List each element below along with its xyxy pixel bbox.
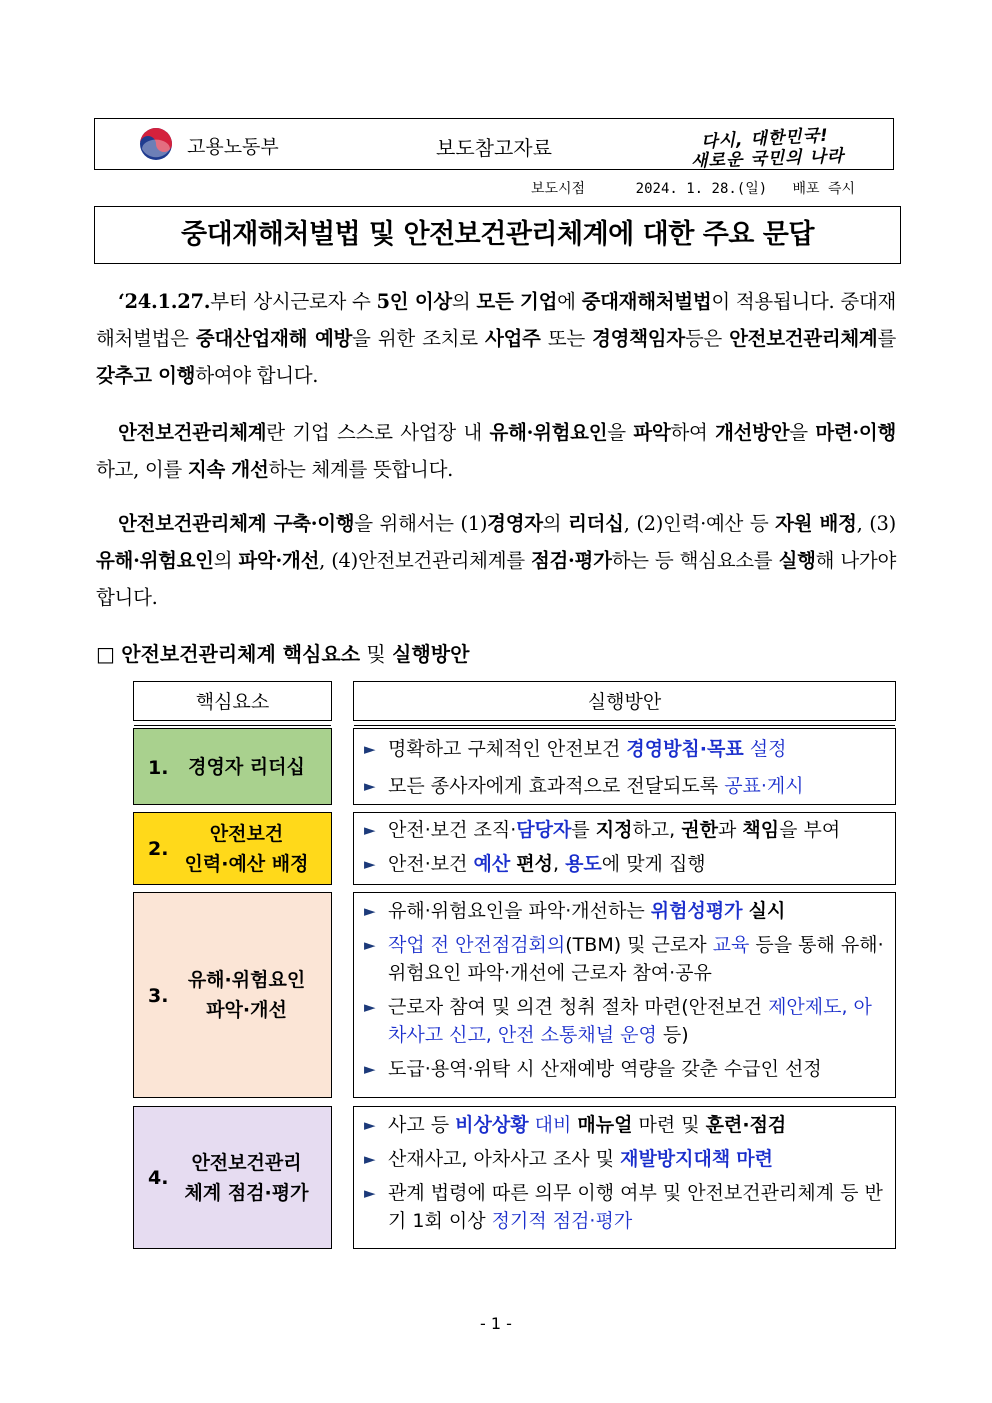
core-element-number: 2. <box>148 838 169 860</box>
item-text: 설정 <box>743 738 787 760</box>
paragraph-text: 갖추고 이행 <box>96 364 196 387</box>
item-text: 책임 <box>742 819 780 841</box>
core-element-3 <box>133 892 332 1098</box>
paragraph-text: 하여야 합니다. <box>195 364 319 387</box>
item-text: 명확하고 구체적인 안전보건 <box>388 738 627 760</box>
paragraph-text: 파악 <box>633 421 671 444</box>
core-element-label: 경영자 리더십 <box>188 755 305 778</box>
paragraph-text: 의 <box>451 290 477 313</box>
triangle-bullet-icon: ► <box>364 855 376 873</box>
item-text: 작업 전 안전점검회의 <box>388 934 566 956</box>
item-text: 등을 통해 유해·위험요인 파악·개선에 근로자 참여·공유 <box>388 934 884 984</box>
slogan-line-2: 새로운 국민의 나라 <box>690 146 845 172</box>
triangle-bullet-icon: ► <box>364 821 376 839</box>
item-text: 에 맞게 집행 <box>601 853 706 875</box>
triangle-bullet-icon: ► <box>364 1116 376 1134</box>
list-item <box>364 772 885 801</box>
action-plan-2 <box>353 812 896 885</box>
item-text: 담당자 <box>516 819 572 841</box>
list-item <box>364 897 885 925</box>
paragraph-text: 이 적용됩니다. 중대재해처벌법은 <box>96 290 897 350</box>
paragraph-text: , (3) <box>856 512 896 535</box>
action-plan-3 <box>353 892 896 1098</box>
section-title-part: 및 <box>360 642 393 666</box>
item-text: 하고, <box>632 819 682 841</box>
item-text: 산재사고, 아차사고 조사 및 <box>388 1148 621 1170</box>
paragraph-text: 하는 체계를 뜻합니다. <box>268 458 454 481</box>
action-plan-1 <box>353 728 896 805</box>
paragraph-text: 파악·개선 <box>238 549 320 572</box>
section-title-part: 안전보건관리체계 핵심요소 <box>121 642 361 666</box>
paragraph-text: 중대산업재해 예방 <box>195 327 353 350</box>
item-text: 비상상황 <box>455 1114 529 1136</box>
item-text: 유해·위험요인을 파악·개선하는 <box>388 900 651 922</box>
core-element-number: 1. <box>148 757 169 779</box>
page-number: - 1 - <box>480 1314 512 1333</box>
paragraph-text: 의 <box>213 549 239 572</box>
item-text: 제안제도, 아차사고 신고, 안전 소통채널 운영 <box>388 996 872 1046</box>
paragraph-text: 을 위해서는 (1) <box>354 512 488 535</box>
paragraph-text: 유해·위험요인 <box>96 549 214 572</box>
paragraph-text: ‘24.1.27. <box>118 290 211 313</box>
triangle-bullet-icon: ► <box>364 740 376 758</box>
core-element-label: 안전보건 인력·예산 배정 <box>184 822 309 875</box>
list-item <box>364 850 885 879</box>
paragraph-text: 하는 등 핵심요소를 <box>611 549 779 572</box>
item-text: 교육 <box>712 934 750 956</box>
list-item <box>364 1179 885 1235</box>
core-element-number: 3. <box>148 985 169 1007</box>
list-item <box>364 816 885 845</box>
list-item <box>364 993 885 1049</box>
paragraph-text: 의 <box>542 512 569 535</box>
paragraph-text: 리더십 <box>568 512 624 535</box>
list-item <box>364 931 885 987</box>
paragraph-text: , (2)인력·예산 등 <box>623 512 776 535</box>
item-text: 사고 등 <box>388 1114 456 1136</box>
government-slogan <box>683 124 859 172</box>
item-text: , <box>552 853 566 875</box>
item-text: (TBM) 및 근로자 <box>565 934 713 956</box>
item-text: 과 <box>717 819 743 841</box>
item-text: 를 <box>571 819 596 841</box>
paragraph-text: 하여 <box>670 421 716 444</box>
paragraph-1 <box>96 283 896 394</box>
list-item <box>364 735 885 764</box>
item-text: 재발방지대책 <box>620 1148 731 1170</box>
item-text: 도급·용역·위탁 시 산재예방 역량을 갖춘 수급인 선정 <box>388 1058 822 1080</box>
section-title-part: 실행방안 <box>392 642 470 666</box>
paragraph-text: 을 <box>789 421 816 444</box>
section-title <box>96 638 469 667</box>
paragraph-text: 마련·이행 <box>815 421 896 444</box>
column-header-action-plans: 실행방안 <box>353 681 896 721</box>
paragraph-text: 유해·위험요인 <box>489 421 608 444</box>
paragraph-3 <box>96 505 896 616</box>
paragraph-text: 안전보건관리체계 구축·이행 <box>118 512 355 535</box>
paragraph-text: 지속 개선 <box>187 458 269 481</box>
paragraph-text: 부터 상시근로자 수 <box>210 290 377 313</box>
paragraph-text: 란 기업 스스로 사업장 내 <box>266 421 490 444</box>
core-element-label: 유해·위험요인 파악·개선 <box>187 969 306 1021</box>
paragraph-text: , (4)안전보건관리체계를 <box>319 549 531 572</box>
item-text: 매뉴얼 <box>577 1114 633 1136</box>
item-text: 공표·게시 <box>724 775 804 797</box>
action-plan-4 <box>353 1106 896 1249</box>
core-element-1 <box>133 728 332 805</box>
item-text: 등) <box>656 1024 689 1046</box>
list-item <box>364 1111 885 1139</box>
column-header-core-elements: 핵심요소 <box>133 681 332 721</box>
list-item <box>364 1145 885 1173</box>
document-type: 보도참고자료 <box>436 136 552 160</box>
list-item <box>364 1055 885 1083</box>
item-text: 예산 <box>473 853 511 875</box>
paragraph-text: 에 <box>557 290 582 313</box>
paragraph-2 <box>96 414 896 488</box>
triangle-bullet-icon: ► <box>364 777 376 795</box>
paragraph-text: 하고, 이를 <box>96 458 188 481</box>
paragraph-text: 안전보건관리체계 <box>118 421 267 444</box>
triangle-bullet-icon: ► <box>364 936 376 954</box>
item-text: 위험성평가 <box>650 900 743 922</box>
paragraph-text: 또는 <box>540 327 593 350</box>
item-text: 을 부여 <box>779 819 841 841</box>
item-text: 용도 <box>565 853 602 875</box>
paragraph-text: 사업주 <box>484 327 541 350</box>
release-time: 보도시점 2024. 1. 28.(일) 배포 즉시 <box>530 181 855 197</box>
core-element-4 <box>133 1106 332 1249</box>
item-text: 지정 <box>595 819 633 841</box>
core-element-2 <box>133 812 332 885</box>
paragraph-text: 을 위한 조치로 <box>352 327 485 350</box>
triangle-bullet-icon: ► <box>364 1150 376 1168</box>
paragraph-text: 개선방안 <box>715 421 790 444</box>
item-text: 마련 <box>736 1148 773 1170</box>
item-text: 경영방침·목표 <box>626 738 744 760</box>
paragraph-text: 5인 이상 <box>376 290 452 313</box>
item-text: 관계 법령에 따른 의무 이행 여부 및 안전보건관리체계 등 반기 1회 이상 <box>388 1182 883 1232</box>
item-text: 정기적 점검·평가 <box>491 1210 633 1232</box>
item-text: 대비 <box>534 1114 572 1136</box>
item-text: 훈련·점검 <box>705 1114 787 1136</box>
paragraph-text: 안전보건관리체계 <box>729 327 878 350</box>
item-text: 권한 <box>681 819 718 841</box>
paragraph-text: 점검·평가 <box>530 549 612 572</box>
document-title: 중대재해처벌법 및 안전보건관리체계에 대한 주요 문답 <box>94 206 901 264</box>
item-text: 안전·보건 조직· <box>388 819 517 841</box>
item-text: 마련 및 <box>632 1114 706 1136</box>
paragraph-text: 경영책임자 <box>592 327 685 350</box>
paragraph-text: 해 나가야 합니다. <box>96 549 896 609</box>
item-text: 근로자 참여 및 의견 청취 절차 마련(안전보건 <box>388 996 769 1018</box>
paragraph-text: 실행 <box>778 549 816 572</box>
paragraph-text: 모든 기업 <box>476 290 558 313</box>
paragraph-text: 등은 <box>684 327 730 350</box>
triangle-bullet-icon: ► <box>364 998 376 1016</box>
core-element-label: 안전보건관리 체계 점검·평가 <box>184 1151 309 1204</box>
paragraph-text: 자원 배정 <box>775 512 857 535</box>
paragraph-text: 경영자 <box>487 512 543 535</box>
paragraph-text: 를 <box>877 327 896 350</box>
item-text: 편성 <box>516 853 553 875</box>
paragraph-text: 중대재해처벌법 <box>581 290 712 313</box>
ministry-name: 고용노동부 <box>187 136 279 158</box>
triangle-bullet-icon: ► <box>364 1184 376 1202</box>
core-element-number: 4. <box>148 1167 169 1189</box>
triangle-bullet-icon: ► <box>364 902 376 920</box>
press-header-box <box>94 118 894 170</box>
checkbox-square-icon: □ <box>96 642 115 666</box>
paragraph-text: 을 <box>607 421 634 444</box>
item-text: 모든 종사자에게 효과적으로 전달되도록 <box>388 775 725 797</box>
triangle-bullet-icon: ► <box>364 1060 376 1078</box>
item-text: 안전·보건 <box>388 853 474 875</box>
item-text: 실시 <box>748 900 786 922</box>
slogan-line-1: 다시, 대한민국! <box>700 125 830 153</box>
